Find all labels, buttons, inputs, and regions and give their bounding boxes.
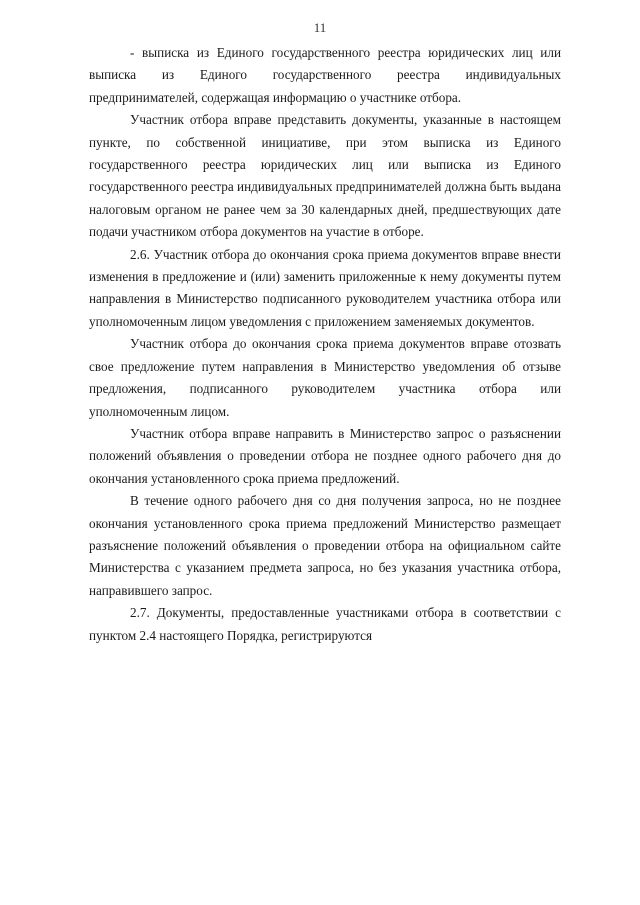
paragraph-clarification-request: Участник отбора вправе направить в Министерство запрос о разъяснении положений объявления о проведении отбора не позднее одного рабочего дня до окончания установленного срока приема предложений. [89,425,561,486]
paragraph-own-initiative: Участник отбора вправе представить документы, указанные в настоящем пункте, по собственной инициативе, при этом выписка из Единого государственного реестра юридических лиц или выписка из Единого государственного реестра индивидуальных предпринимателей должна быть выдана налоговым органом не ранее чем за 30 календарных дней, предшествующих дате подачи участником отбора документов на участие в отборе. [89,112,561,240]
paragraph-clarification-response: В течение одного рабочего дня со дня получения запроса, но не позднее окончания установленного срока приема предложений Министерство размещает разъяснение положений объявления о проведении отбора на официальном сайте Министерства с указанием предмета запроса, но без указания участника отбора, направившего запрос. [89,493,561,598]
page-number: 11 [313,20,327,35]
paragraph-2-7-registration: 2.7. Документы, предоставленные участниками отбора в соответствии с пунктом 2.4 настоящего Порядка, регистрируются [89,605,561,643]
paragraph-withdrawal: Участник отбора до окончания срока приема документов вправе отозвать свое предложение путем направления в Министерство уведомления об отзыве предложения, подписанного руководителем участника отбора или уполномоченным лицом. [89,336,561,419]
paragraph-egrul-extract: - выписка из Единого государственного реестра юридических лиц или выписка из Единого государственного реестра индивидуальных предпринимателей, содержащая информацию о участнике отбора. [89,45,561,105]
document-body [89,42,561,647]
paragraph-2-6-changes: 2.6. Участник отбора до окончания срока приема документов вправе внести изменения в предложение и (или) заменить приложенные к нему документы путем направления в Министерство подписанного руководителем участника отбора или уполномоченным лицом уведомления с приложением заменяемых документов. [89,246,561,329]
